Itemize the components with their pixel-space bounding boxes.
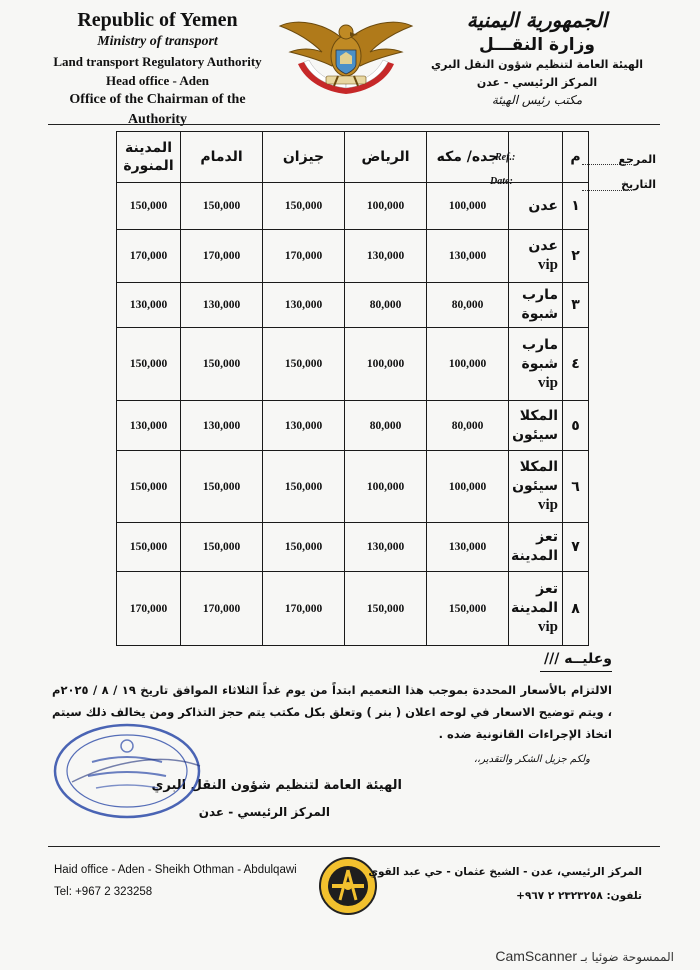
origin-city: عدن <box>528 238 558 254</box>
section-heading: وعليــه /// <box>544 651 612 667</box>
row-index: ٤ <box>563 328 589 401</box>
ref-label-ar: المرجع <box>618 153 656 166</box>
col-header-riyadh: الرياض <box>345 132 427 183</box>
row-index: ٦ <box>563 451 589 523</box>
footer-phone-ar: تلفون: ٢٣٢٣٢٥٨ ٢ ٩٦٧+ <box>516 890 642 902</box>
price-cell: 100,000 <box>427 451 509 523</box>
signature-authority: الهيئة العامة لتنظيم شؤون النقل البري <box>151 778 402 793</box>
price-cell: 150,000 <box>117 183 181 230</box>
price-cell: 80,000 <box>345 401 427 451</box>
price-cell: 150,000 <box>117 523 181 572</box>
price-cell: 130,000 <box>345 523 427 572</box>
origin-city: المكلا سيئون <box>512 459 558 494</box>
price-cell: 150,000 <box>181 183 263 230</box>
vip-label: vip <box>537 497 558 513</box>
ref-dotted-line <box>582 164 632 165</box>
price-cell: 130,000 <box>427 523 509 572</box>
header-ar-chairman: مكتب رئيس الهيئة <box>491 93 583 107</box>
header-divider <box>48 124 660 125</box>
price-cell: 150,000 <box>181 451 263 523</box>
row-origin <box>509 183 563 230</box>
vip-label: vip <box>537 257 558 273</box>
origin-city: مارب شبوة <box>521 287 558 322</box>
price-cell: 80,000 <box>345 283 427 328</box>
footer-divider <box>48 846 660 847</box>
row-index: ١ <box>563 183 589 230</box>
header-ar-authority: الهيئة العامة لتنظيم شؤون النقل البري <box>430 58 643 71</box>
price-cell: 150,000 <box>345 572 427 646</box>
price-cell: 130,000 <box>181 401 263 451</box>
origin-city: المكلا سيئون <box>512 407 558 443</box>
heading-underline <box>540 671 612 672</box>
row-origin <box>509 230 563 283</box>
row-index: ٣ <box>563 283 589 328</box>
footer-address-ar: المركز الرئيسي، عدن - الشيخ عثمان - حي عبد القوي <box>368 866 642 878</box>
price-cell: 150,000 <box>117 451 181 523</box>
official-stamp-icon <box>52 722 202 820</box>
origin-city: تعز المدينة <box>511 529 558 564</box>
price-cell: 150,000 <box>263 328 345 401</box>
transport-authority-logo-icon <box>318 856 378 916</box>
row-index: ٢ <box>563 230 589 283</box>
price-cell: 100,000 <box>427 183 509 230</box>
row-index: ٨ <box>563 572 589 646</box>
scanner-en-text: CamScanner <box>495 948 578 964</box>
price-cell: 170,000 <box>181 572 263 646</box>
row-origin <box>509 451 563 523</box>
price-cell: 130,000 <box>263 401 345 451</box>
price-cell: 170,000 <box>263 572 345 646</box>
row-index: ٧ <box>563 523 589 572</box>
price-cell: 100,000 <box>345 328 427 401</box>
origin-city: مارب شبوة <box>521 336 558 372</box>
table-row <box>117 283 589 328</box>
price-cell: 170,000 <box>263 230 345 283</box>
header-arabic <box>412 6 662 109</box>
date-label-ar: التاريخ <box>621 178 656 191</box>
origin-city: عدن <box>528 197 558 214</box>
table-row <box>117 523 589 572</box>
date-dotted-line <box>582 190 632 191</box>
header-english <box>50 8 265 130</box>
price-cell: 100,000 <box>345 183 427 230</box>
price-cell: 150,000 <box>181 328 263 401</box>
row-origin <box>509 523 563 572</box>
col-header-dammam: الدمام <box>181 132 263 183</box>
price-cell: 130,000 <box>263 283 345 328</box>
origin-city: تعز المدينة <box>511 581 558 616</box>
row-origin <box>509 283 563 328</box>
vip-label: vip <box>537 374 558 391</box>
price-cell: 80,000 <box>427 283 509 328</box>
row-origin <box>509 401 563 451</box>
camscanner-watermark <box>495 948 674 964</box>
ref-label-en: Ref.: <box>495 152 516 163</box>
col-header-jizan: جيزان <box>263 132 345 183</box>
header-ar-country: الجمهورية اليمنية <box>466 8 608 32</box>
signature-office: المركز الرئيسي - عدن <box>198 805 330 819</box>
price-cell: 130,000 <box>427 230 509 283</box>
col-header-index: م <box>563 132 589 183</box>
date-label-en: Date: <box>490 176 513 187</box>
table-row <box>117 451 589 523</box>
price-cell: 130,000 <box>117 401 181 451</box>
price-cell: 130,000 <box>181 283 263 328</box>
header-en-country: Republic of Yemen <box>77 9 238 31</box>
price-cell: 100,000 <box>345 451 427 523</box>
price-cell: 150,000 <box>263 183 345 230</box>
price-cell: 130,000 <box>345 230 427 283</box>
header-en-chairman: Office of the Chairman of the Authority <box>69 92 246 127</box>
price-cell: 80,000 <box>427 401 509 451</box>
price-cell: 100,000 <box>427 328 509 401</box>
price-cell: 170,000 <box>117 230 181 283</box>
scanner-ar-text: الممسوحة ضوئيا بـ <box>580 950 674 964</box>
header-en-authority: Land transport Regulatory Authority <box>53 54 262 69</box>
col-header-madinah: المدينة المنورة <box>117 132 181 183</box>
header-ar-ministry: وزارة النقـــل <box>479 35 595 55</box>
vip-label: vip <box>537 619 558 635</box>
thanks-line: ولكم جزيل الشكر والتقدير،، <box>473 754 590 765</box>
row-index: ٥ <box>563 401 589 451</box>
price-cell: 150,000 <box>263 523 345 572</box>
table-header-row <box>117 132 589 183</box>
header-en-ministry: Ministry of transport <box>97 34 218 49</box>
table-row <box>117 572 589 646</box>
price-cell: 130,000 <box>117 283 181 328</box>
price-cell: 150,000 <box>117 328 181 401</box>
table-row <box>117 183 589 230</box>
yemen-eagle-emblem-icon <box>276 12 416 102</box>
notice-paragraph: الالتزام بالأسعار المحددة بموجب هذا التعميم ابتداً من يوم غداً الثلاثاء الموافق تاريخ ١٩ / ٨ / ٢٠٢٥م ، ويتم توضيح الاسعار في لوحه اعلان ( بنر ) وتعلق بكل مكتب يتم حجز التذاكر ومن يخالف ذلك سيتم اتخاذ الإجراءات القانونية ضده . <box>52 683 612 741</box>
price-cell: 150,000 <box>181 523 263 572</box>
col-header-origin <box>509 132 563 183</box>
footer-phone-en: Tel: +967 2 323258 <box>54 886 153 898</box>
price-cell: 170,000 <box>181 230 263 283</box>
price-cell: 150,000 <box>263 451 345 523</box>
price-cell: 150,000 <box>427 572 509 646</box>
row-origin <box>509 328 563 401</box>
price-cell: 170,000 <box>117 572 181 646</box>
header-en-office: Head office - Aden <box>106 73 209 88</box>
ticket-price-table <box>116 131 589 646</box>
header-ar-office: المركز الرئيسي - عدن <box>476 76 598 89</box>
table-row <box>117 328 589 401</box>
table-row <box>117 230 589 283</box>
row-origin <box>509 572 563 646</box>
col-header-jeddah-makkah: جده/ مكه <box>427 132 509 183</box>
table-row <box>117 401 589 451</box>
footer-address-en: Haid office - Aden - Sheikh Othman - Abdulqawi <box>54 864 297 876</box>
